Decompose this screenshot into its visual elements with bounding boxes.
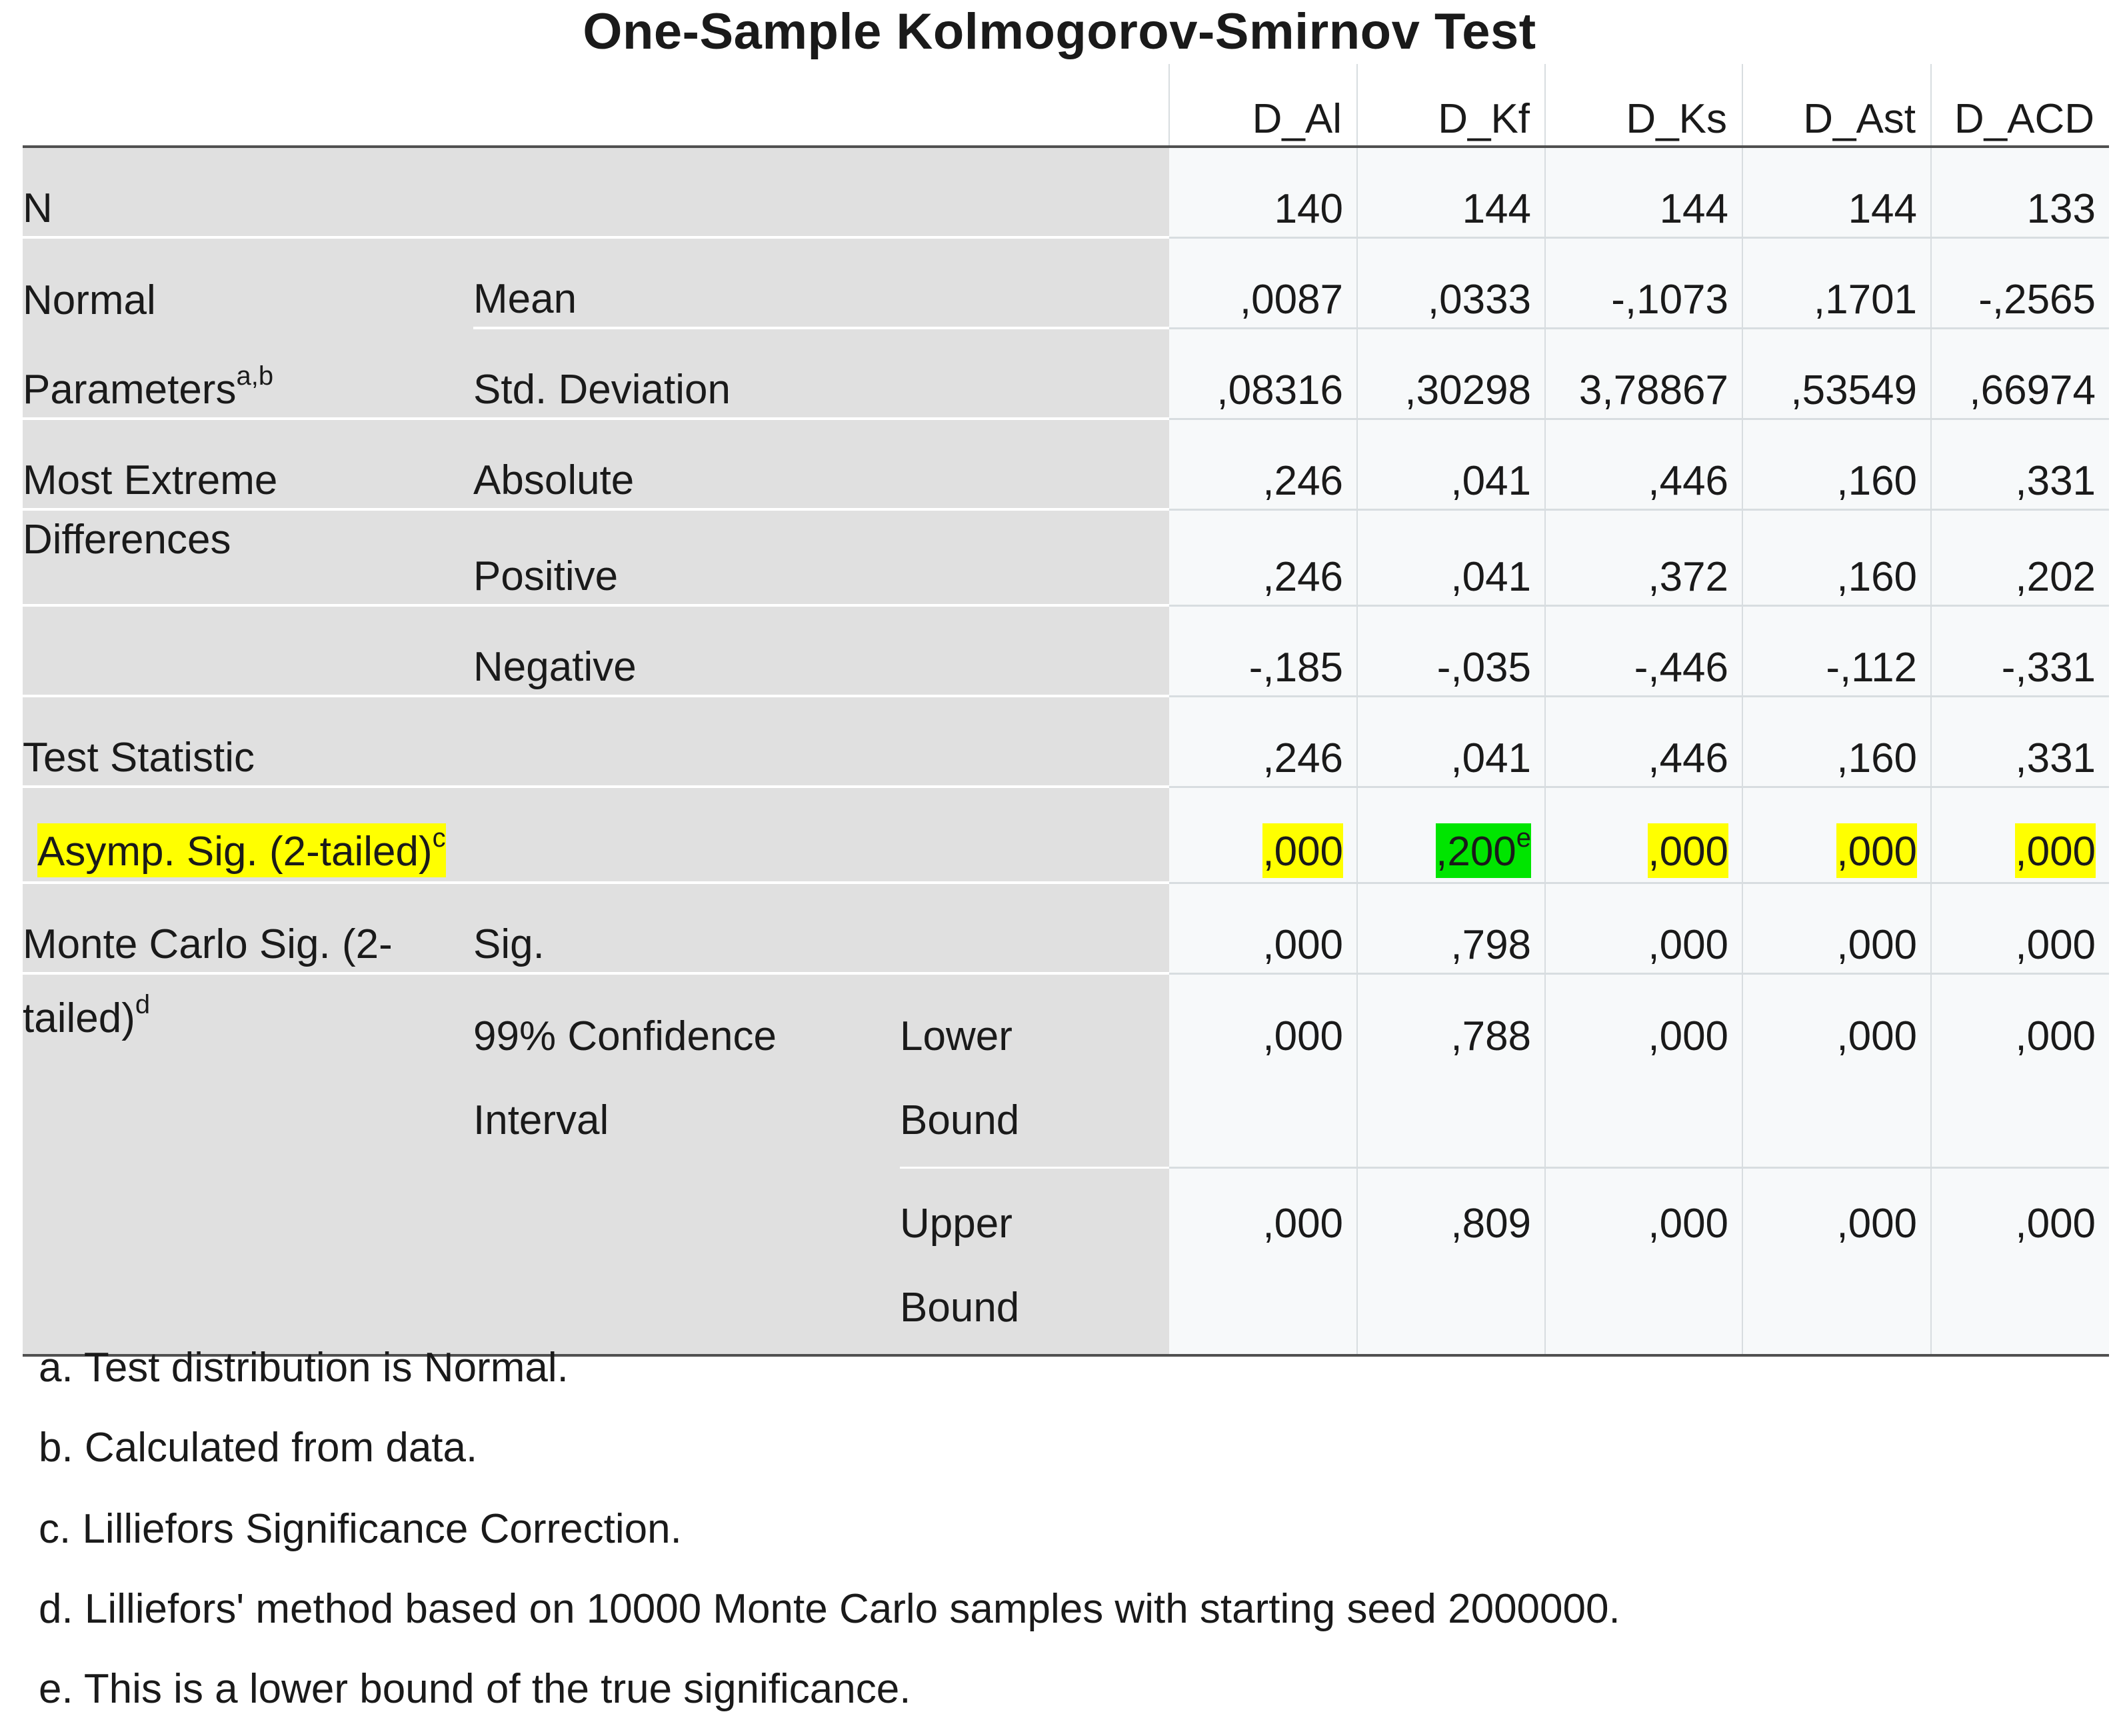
- footnote: e. This is a lower bound of the true significance.: [39, 1666, 911, 1712]
- cell-value: [1357, 787, 1545, 883]
- row-label: Negative: [473, 605, 1169, 696]
- cell-value: ,788: [1357, 973, 1545, 1168]
- cell-value: ,041: [1357, 509, 1545, 605]
- cell-value: ,160: [1742, 696, 1931, 787]
- row-sublabel: Lower Bound: [900, 973, 1169, 1168]
- row-group-label: tailed)$^d$: [23, 973, 473, 1168]
- highlight-yellow: ,000: [1262, 823, 1343, 878]
- row-label: Sig.: [473, 883, 1169, 973]
- table-row-absolute: [23, 419, 2109, 509]
- header-row: [23, 64, 2109, 147]
- column-header: D_Ks: [1545, 64, 1742, 147]
- table-title: One-Sample Kolmogorov-Smirnov Test: [583, 3, 1536, 60]
- cell-value: [1931, 787, 2109, 883]
- cell-value: ,000: [1169, 973, 1357, 1168]
- row-sublabel: Upper Bound: [900, 1168, 1169, 1356]
- cell-value: ,000: [1169, 883, 1357, 973]
- cell-value: ,000: [1545, 1168, 1742, 1356]
- cell-value: 144: [1357, 147, 1545, 237]
- cell-value: ,246: [1169, 509, 1357, 605]
- cell-value: ,66974: [1931, 328, 2109, 419]
- cell-value: 144: [1545, 147, 1742, 237]
- cell-value: -,2565: [1931, 237, 2109, 328]
- highlight-yellow: ,000: [1836, 823, 1917, 878]
- cell-value: [1169, 787, 1357, 883]
- table-row-positive: [23, 509, 2109, 605]
- row-group-label: Parameters$^{a,b}$: [23, 328, 473, 419]
- cell-value: 3,78867: [1545, 328, 1742, 419]
- row-label: Absolute: [473, 419, 1169, 509]
- row-group-label: Monte Carlo Sig. (2-: [23, 883, 473, 973]
- cell-value: ,202: [1931, 509, 2109, 605]
- cell-value: ,160: [1742, 509, 1931, 605]
- table-row-asymp-sig: [23, 787, 2109, 883]
- cell-value: ,53549: [1742, 328, 1931, 419]
- cell-value: -,331: [1931, 605, 2109, 696]
- column-header: D_Al: [1169, 64, 1357, 147]
- row-group-label: Normal: [23, 237, 473, 328]
- footnote: a. Test distribution is Normal.: [39, 1345, 569, 1391]
- cell-value: ,1701: [1742, 237, 1931, 328]
- cell-value: ,809: [1357, 1168, 1545, 1356]
- row-label: Test Statistic: [23, 696, 1169, 787]
- cell-value: ,798: [1357, 883, 1545, 973]
- highlight-yellow: Asymp. Sig. (2-tailed)$^c$: [37, 823, 446, 878]
- cell-value: ,331: [1931, 696, 2109, 787]
- cell-value: ,372: [1545, 509, 1742, 605]
- table-row-std: [23, 328, 2109, 419]
- row-label: [23, 787, 1169, 883]
- row-label: 99% Confidence Interval: [473, 973, 900, 1168]
- row-group-label: Differences: [23, 509, 473, 605]
- cell-value: ,0087: [1169, 237, 1357, 328]
- cell-value: 140: [1169, 147, 1357, 237]
- cell-value: 133: [1931, 147, 2109, 237]
- cell-value: ,000: [1931, 973, 2109, 1168]
- highlight-green: ,200e: [1436, 823, 1531, 878]
- cell-value: ,446: [1545, 696, 1742, 787]
- cell-value: -,1073: [1545, 237, 1742, 328]
- table-row-n: [23, 147, 2109, 237]
- cell-value: -,035: [1357, 605, 1545, 696]
- cell-value: ,000: [1931, 1168, 2109, 1356]
- cell-value: ,000: [1169, 1168, 1357, 1356]
- table-row-negative: [23, 605, 2109, 696]
- cell-value: ,246: [1169, 419, 1357, 509]
- cell-value: ,000: [1545, 973, 1742, 1168]
- row-label: Positive: [473, 509, 1169, 605]
- row-group-label: Most Extreme: [23, 419, 473, 509]
- column-header: D_Ast: [1742, 64, 1931, 147]
- table-row-test-statistic: [23, 696, 2109, 787]
- table-row-mc-sig: [23, 883, 2109, 973]
- cell-value: ,041: [1357, 419, 1545, 509]
- cell-value: ,331: [1931, 419, 2109, 509]
- table-row-mc-lower: [23, 973, 2109, 1168]
- cell-value: -,446: [1545, 605, 1742, 696]
- highlight-yellow: ,000: [2015, 823, 2096, 878]
- cell-value: -,112: [1742, 605, 1931, 696]
- cell-value: ,000: [1931, 883, 2109, 973]
- cell-value: ,08316: [1169, 328, 1357, 419]
- cell-value: ,000: [1742, 883, 1931, 973]
- cell-value: ,000: [1742, 973, 1931, 1168]
- highlight-yellow: ,000: [1648, 823, 1728, 878]
- table-row-mean: [23, 237, 2109, 328]
- cell-value: ,30298: [1357, 328, 1545, 419]
- cell-value: ,0333: [1357, 237, 1545, 328]
- cell-value: ,160: [1742, 419, 1931, 509]
- column-header: D_Kf: [1357, 64, 1545, 147]
- column-header: D_ACD: [1931, 64, 2109, 147]
- row-label: Std. Deviation: [473, 328, 1169, 419]
- cell-value: ,446: [1545, 419, 1742, 509]
- row-label: N: [23, 147, 1169, 237]
- footnote: c. Lilliefors Significance Correction.: [39, 1506, 682, 1552]
- table-row-mc-upper: [23, 1168, 2109, 1356]
- ks-test-table: [23, 64, 2109, 1357]
- cell-value: ,000: [1742, 1168, 1931, 1356]
- cell-value: ,000: [1545, 883, 1742, 973]
- cell-value: -,185: [1169, 605, 1357, 696]
- cell-value: [1742, 787, 1931, 883]
- cell-value: 144: [1742, 147, 1931, 237]
- row-label: Mean: [473, 237, 1169, 328]
- footnote: d. Lilliefors' method based on 10000 Monte Carlo samples with starting seed 2000000.: [39, 1586, 1620, 1632]
- cell-value: ,041: [1357, 696, 1545, 787]
- footnote: b. Calculated from data.: [39, 1425, 478, 1471]
- cell-value: [1545, 787, 1742, 883]
- cell-value: ,246: [1169, 696, 1357, 787]
